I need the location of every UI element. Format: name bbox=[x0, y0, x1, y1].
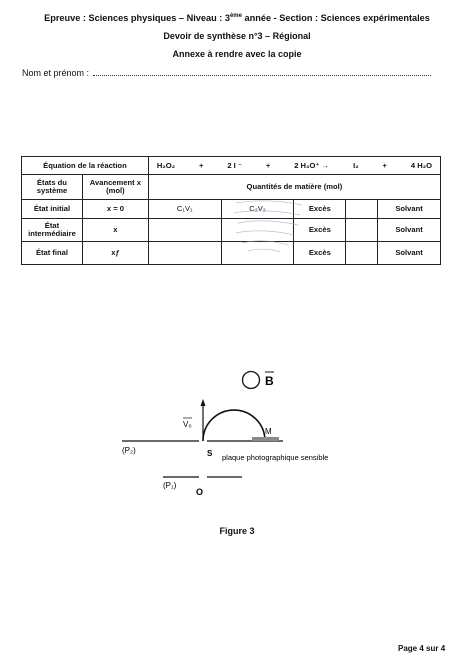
exam-subtitle: Devoir de synthèse n°3 – Régional bbox=[163, 31, 311, 41]
quantity-cell: Solvant bbox=[378, 200, 441, 219]
trajectory-arc bbox=[203, 410, 265, 441]
exam-title: Epreuve : Sciences physiques – Niveau : 3ème année - Section : Sciences expérimentales bbox=[44, 13, 430, 24]
col-header-advance: Avancement x (mol) bbox=[82, 175, 148, 200]
quantity-cell[interactable]: C₂V₂ bbox=[221, 200, 294, 219]
name-label: Nom et prénom : bbox=[22, 68, 90, 78]
plate-description: plaque photographique sensible bbox=[222, 453, 329, 462]
eq-term: + bbox=[198, 160, 204, 170]
eq-term: I₂ bbox=[353, 160, 359, 170]
quantity-cell[interactable]: C₁V₁ bbox=[148, 200, 221, 219]
eq-term: 4 H₂O bbox=[410, 160, 432, 170]
eq-term: 2 H₃O⁺ → bbox=[294, 160, 330, 170]
equation-label: Équation de la réaction bbox=[22, 157, 149, 175]
velocity-label: V₀ bbox=[183, 420, 192, 429]
quantity-cell: Solvant bbox=[378, 219, 441, 242]
quantity-cell: Solvant bbox=[378, 242, 441, 265]
quantity-cell: Excès bbox=[294, 242, 346, 265]
state-cell: État intermédiaire bbox=[22, 219, 83, 242]
eq-term: H₂O₂ bbox=[156, 160, 176, 170]
figure-caption: Figure 3 bbox=[219, 526, 255, 536]
point-m-label: M bbox=[265, 427, 272, 436]
quantity-cell: Excès bbox=[294, 200, 346, 219]
point-s-label: S bbox=[207, 449, 213, 458]
plate-p2-label: (P₂) bbox=[122, 446, 136, 455]
eq-term: + bbox=[265, 160, 271, 170]
advance-cell: xƒ bbox=[82, 242, 148, 265]
annex-instruction: Annexe à rendre avec la copie bbox=[172, 49, 302, 59]
plate-p1-label: (P₁) bbox=[163, 481, 177, 490]
advance-cell: x bbox=[82, 219, 148, 242]
magnetic-field-circle-icon bbox=[243, 372, 260, 389]
state-cell: État final bbox=[22, 242, 83, 265]
quantity-cell: Excès bbox=[294, 219, 346, 242]
state-cell: État initial bbox=[22, 200, 83, 219]
advance-cell: x = 0 bbox=[82, 200, 148, 219]
velocity-arrowhead bbox=[201, 399, 206, 406]
eq-term: + bbox=[382, 160, 387, 170]
col-header-states: États du système bbox=[22, 175, 83, 200]
col-header-quantities: Quantités de matière (mol) bbox=[148, 175, 440, 200]
page-number: Page 4 sur 4 bbox=[398, 644, 446, 653]
photographic-plate bbox=[252, 437, 279, 441]
field-label: B bbox=[265, 374, 274, 388]
eq-term: 2 I ⁻ bbox=[227, 160, 242, 170]
point-o-label: O bbox=[196, 487, 204, 497]
